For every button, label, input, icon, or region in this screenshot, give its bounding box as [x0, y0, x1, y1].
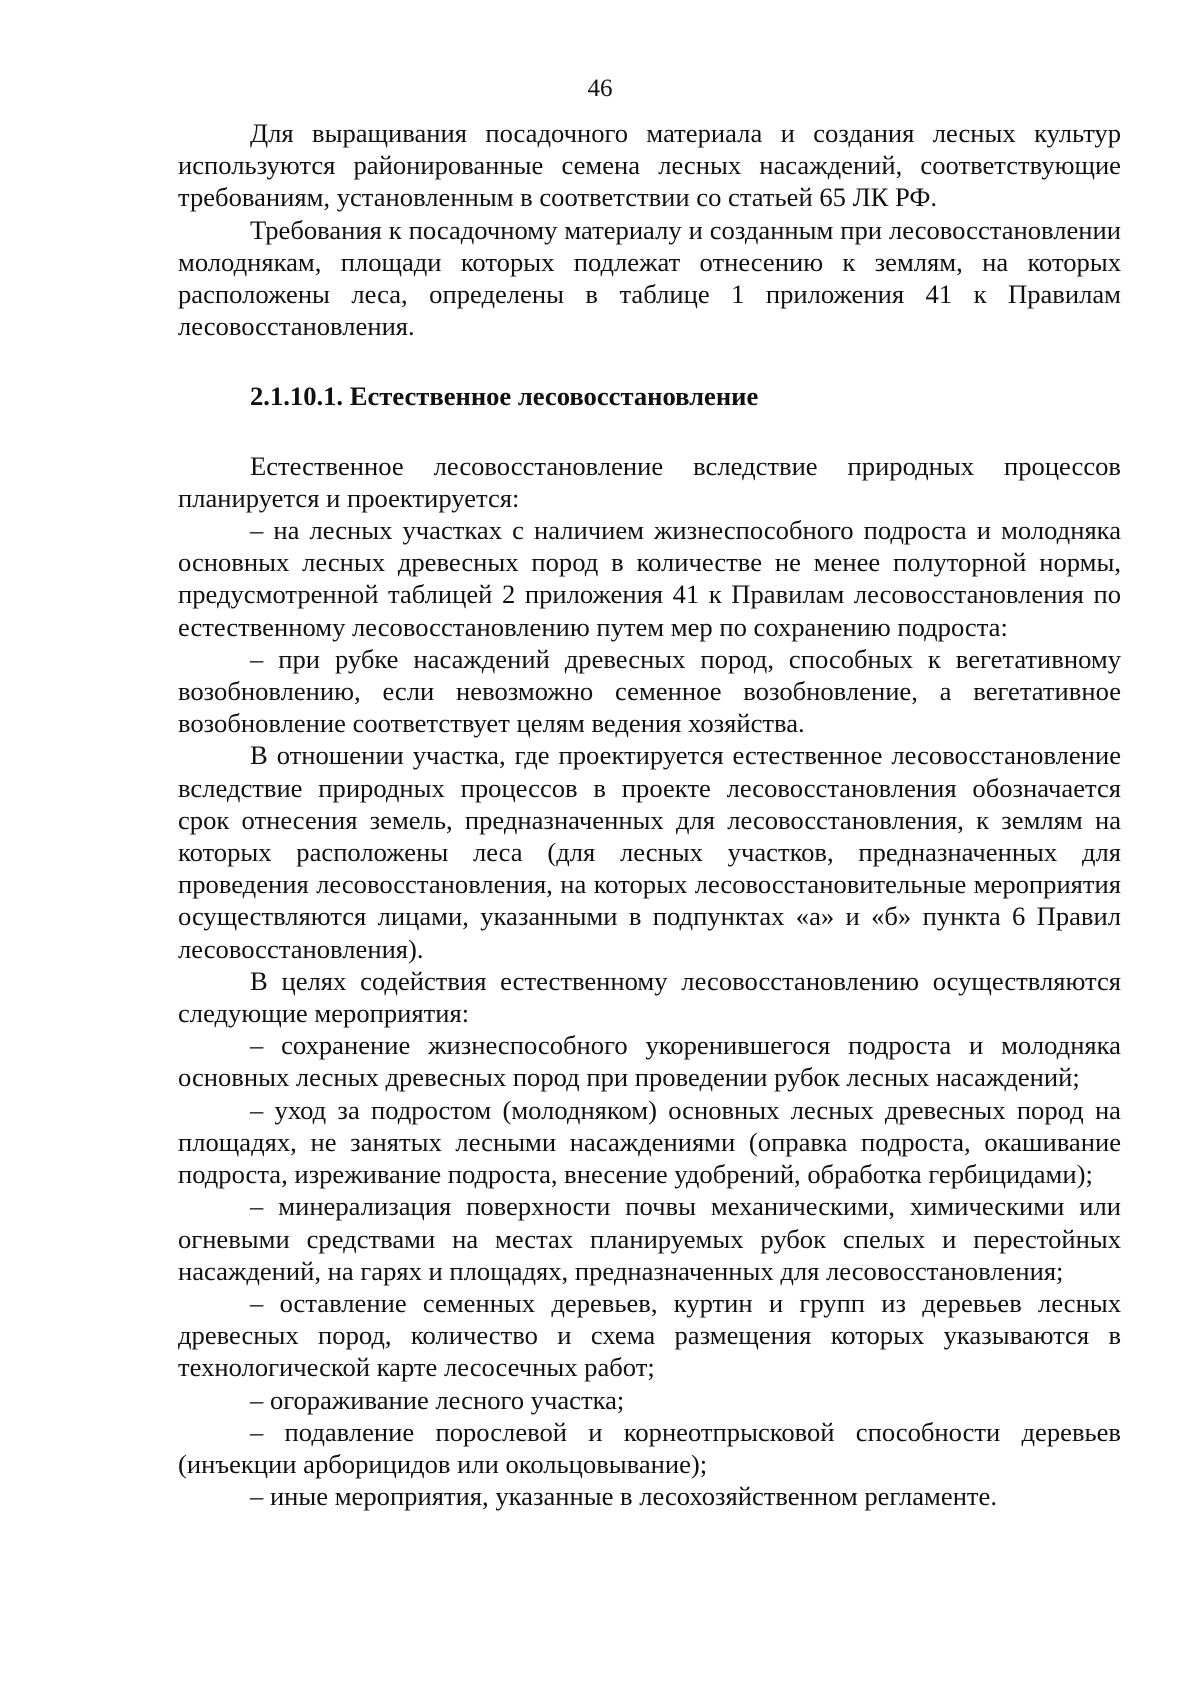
list-item-mineralization: – минерализация поверхности почвы механическими, химическими или огневыми средствами на местах планируемых рубок спелых и перестойных насаждений, на гарях и площадях, предназначенных для лесовосстановления; — [178, 1191, 1121, 1286]
page-content — [178, 117, 1121, 1512]
list-item-fencing: – огораживание лесного участка; — [250, 1384, 625, 1415]
list-item-preservation: – сохранение жизнеспособного укоренившегося подроста и молодняка основных лесных древесных пород при проведении рубок лесных насаждений; — [178, 1030, 1121, 1093]
list-item-viable-undergrowth: – на лесных участках с наличием жизнеспособного подроста и молодняка основных лесных древесных пород в количестве не менее полуторной нормы, предусмотренной таблицей 2 приложения 41 к Правилам лесовосстановления по естественному лесовосстановлению путем мер по сохранению подроста: — [178, 515, 1121, 642]
list-item-suppression: – подавление порослевой и корнеотпрысковой способности деревьев (инъекции арборицидов или окольцовывание); — [178, 1416, 1121, 1479]
paragraph-requirements: Требования к посадочному материалу и созданным при лесовосстановлении молоднякам, площади которых подлежат отнесению к землям, на которых расположены леса, определены в таблице 1 приложения 41 к Правилам лесовосстановления. — [178, 214, 1121, 342]
paragraph-land-term: В отношении участка, где проектируется естественное лесовосстановление вследствие природных процессов в проекте лесовосстановления обозначается срок отнесения земель, предназначенных для лесовосстановления, к землям на которых расположены леса (для лесных участков, предназначенных для проведения лесовосстановления, на которых лесовосстановительные мероприятия осуществляются лицами, указанными в подпунктах «а» и «б» пункта 6 Правил лесовосстановления). — [178, 740, 1121, 964]
list-item-vegetative-renewal: – при рубке насаждений древесных пород, способных к вегетативному возобновлению, если невозможно семенное возобновление, а вегетативное возобновление соответствует целям ведения хозяйства. — [178, 643, 1121, 739]
page-number: 46 — [587, 75, 613, 102]
paragraph-planting-material: Для выращивания посадочного материала и создания лесных культур используются районированные семена лесных насаждений, соответствующие требованиям, установленным в соответствии со статьей 65 ЛК РФ. — [178, 118, 1121, 213]
section-heading: 2.1.10.1. Естественное лесовосстановление — [250, 381, 759, 412]
paragraph-assistance-measures: В целях содействия естественному лесовосстановлению осуществляются следующие мероприятия: — [178, 965, 1121, 1029]
list-item-seed-trees: – оставление семенных деревьев, куртин и групп из деревьев лесных древесных пород, количество и схема размещения которых указываются в технологической карте лесосечных работ; — [178, 1287, 1121, 1383]
list-item-care: – уход за подростом (молодняком) основных лесных древесных пород на площадях, не занятых лесными насаждениями (оправка подроста, окашивание подроста, изреживание подроста, внесение удобрений, обработка гербицидами); — [178, 1094, 1121, 1190]
list-item-other-measures: – иные мероприятия, указанные в лесохозяйственном регламенте. — [250, 1481, 998, 1512]
paragraph-natural-intro: Естественное лесовосстановление вследствие природных процессов планируется и проектируется: — [178, 450, 1121, 513]
